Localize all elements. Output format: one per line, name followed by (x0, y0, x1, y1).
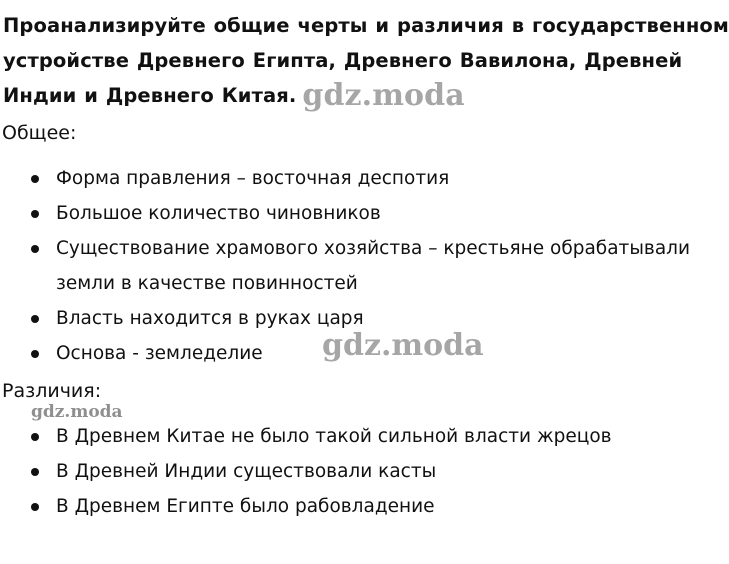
list-item (0, 231, 690, 301)
list-item-text: В Древней Индии существовали касты (56, 461, 437, 482)
question-line-3-text: Индии и Древнего Китая. (3, 84, 297, 107)
list-item (0, 196, 690, 231)
list-item-text: В Древнем Китае не было такой сильной власти жрецов (56, 426, 612, 447)
question-title (3, 8, 729, 113)
question-line-3 (3, 78, 643, 113)
list-item-continuation: земли в качестве повинностей (56, 273, 358, 294)
list-item (0, 454, 612, 489)
list-item-text: Большое количество чиновников (56, 203, 381, 224)
list-item-text: Власть находится в руках царя (56, 308, 364, 329)
question-line-2: устройстве Древнего Египта, Древнего Вавилона, Древней (3, 49, 683, 72)
list-item (0, 161, 690, 196)
list-item (0, 419, 612, 454)
common-label: Общее: (2, 122, 77, 144)
watermark-title: gdz.moda (302, 78, 465, 113)
list-item-text: В Древнем Египте было рабовладение (56, 496, 435, 517)
watermark-small: gdz.moda (31, 402, 123, 422)
differences-label: Различия: (2, 380, 102, 402)
list-item-text: Форма правления – восточная деспотия (56, 168, 450, 189)
watermark-middle: gdz.moda (322, 328, 484, 363)
question-line-1: Проанализируйте общие черты и различия в государственном (3, 14, 729, 37)
list-item-text: Основа - земледелие (56, 343, 263, 364)
list-item-text: Существование храмового хозяйства – крестьяне обрабатывали (56, 238, 691, 259)
list-item (0, 489, 612, 524)
differences-list (0, 419, 612, 524)
